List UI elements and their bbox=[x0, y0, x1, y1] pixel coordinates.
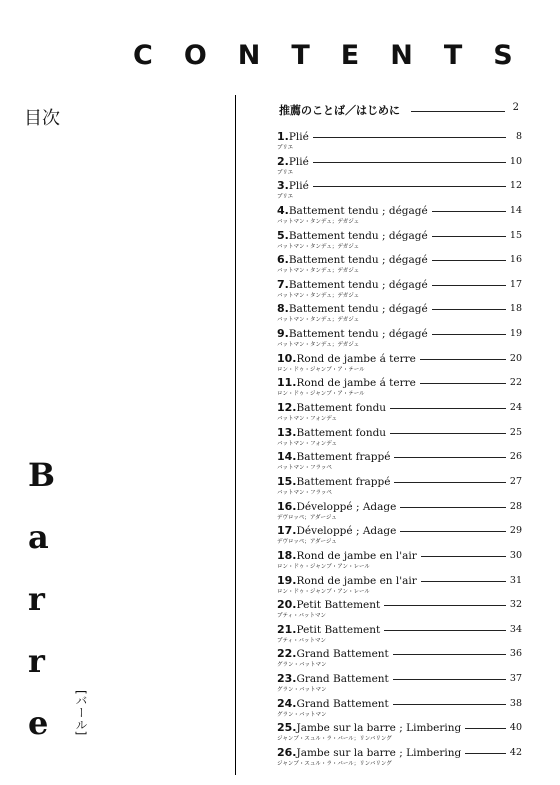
section-title-char: a bbox=[28, 518, 49, 556]
entry-number: 2. bbox=[277, 154, 289, 168]
entry-title bbox=[277, 376, 416, 389]
entry-page-number: 30 bbox=[509, 549, 522, 561]
entry-title bbox=[277, 721, 461, 734]
entry-title bbox=[277, 574, 417, 587]
entry-title bbox=[277, 450, 390, 463]
entry-title-text: Développé ; Adage bbox=[296, 525, 397, 538]
leader-line bbox=[393, 679, 506, 680]
entry-title-text: Plié bbox=[288, 180, 309, 193]
entry-page-number: 37 bbox=[509, 673, 522, 685]
leader-line bbox=[421, 556, 506, 557]
entry-page-number: 12 bbox=[509, 180, 522, 192]
entry-title bbox=[277, 426, 386, 439]
entry-page-number: 20 bbox=[509, 352, 522, 364]
entry-title bbox=[277, 278, 428, 291]
entry-kana: プリエ bbox=[277, 194, 294, 201]
entry-title bbox=[277, 155, 309, 168]
section-title-char: r bbox=[28, 642, 45, 680]
leader-line bbox=[420, 359, 506, 360]
entry-number: 8. bbox=[277, 302, 289, 316]
entry-kana: デヴロッペ；アダージュ bbox=[277, 514, 337, 521]
entry-kana: ロン・ドゥ・ジャンブ・ア・テール bbox=[277, 366, 365, 373]
toc-list bbox=[277, 130, 522, 771]
entry-kana: バットマン・タンデュ；デガジェ bbox=[277, 218, 360, 225]
entry-title bbox=[277, 401, 386, 414]
toc-entry[interactable] bbox=[277, 647, 522, 672]
toc-entry[interactable] bbox=[277, 253, 522, 278]
leader-line bbox=[313, 162, 506, 163]
entry-title-text: Battement fondu bbox=[296, 402, 387, 415]
entry-number: 23. bbox=[277, 672, 297, 686]
entry-number: 21. bbox=[277, 622, 297, 636]
entry-title bbox=[277, 253, 428, 266]
toc-entry[interactable] bbox=[277, 130, 522, 155]
leader-line bbox=[465, 753, 506, 754]
toc-entry[interactable] bbox=[277, 623, 522, 648]
entry-number: 13. bbox=[277, 425, 297, 439]
entry-page-number: 40 bbox=[509, 722, 522, 734]
entry-title-text: Battement fondu bbox=[296, 426, 387, 439]
entry-title bbox=[277, 179, 309, 192]
leader-line bbox=[432, 211, 506, 212]
entry-kana: グラン・バットマン bbox=[277, 711, 327, 718]
entry-kana: バットマン・タンデュ；デガジェ bbox=[277, 317, 360, 324]
entry-kana: ジャンブ・スュル・ラ・バール；リンバリング bbox=[277, 761, 392, 768]
entry-page-number: 32 bbox=[509, 599, 522, 611]
japanese-heading: 目次 bbox=[24, 108, 60, 129]
leader-line bbox=[432, 334, 506, 335]
intro-page-number: 2 bbox=[512, 102, 519, 113]
entry-page-number: 31 bbox=[509, 574, 522, 586]
entry-number: 4. bbox=[277, 203, 289, 217]
entry-kana: ロン・ドゥ・ジャンブ・アン・レール bbox=[277, 563, 370, 570]
entry-number: 5. bbox=[277, 228, 289, 242]
entry-title-text: Grand Battement bbox=[296, 673, 389, 686]
entry-number: 18. bbox=[277, 548, 297, 562]
toc-entry[interactable] bbox=[277, 746, 522, 771]
toc-entry[interactable] bbox=[277, 450, 522, 475]
entry-title bbox=[277, 327, 428, 340]
entry-page-number: 18 bbox=[509, 303, 522, 315]
entry-title bbox=[277, 352, 416, 365]
entry-number: 3. bbox=[277, 179, 289, 193]
section-title-char: e bbox=[28, 704, 49, 742]
entry-title-text: Rond de jambe á terre bbox=[296, 377, 416, 390]
entry-title-text: Jambe sur la barre ; Limbering bbox=[296, 747, 462, 760]
entry-title bbox=[277, 746, 461, 759]
entry-title-text: Battement tendu ; dégagé bbox=[288, 303, 428, 316]
toc-entry[interactable] bbox=[277, 302, 522, 327]
leader-line bbox=[432, 260, 506, 261]
entry-page-number: 25 bbox=[509, 426, 522, 438]
section-title-char: r bbox=[28, 580, 45, 618]
entry-kana: プティ・バットマン bbox=[277, 637, 327, 644]
entry-page-number: 19 bbox=[509, 328, 522, 340]
toc-entry[interactable] bbox=[277, 155, 522, 180]
entry-number: 10. bbox=[277, 351, 297, 365]
leader-line bbox=[390, 408, 506, 409]
toc-entry[interactable] bbox=[277, 672, 522, 697]
entry-title bbox=[277, 229, 428, 242]
entry-title-text: Rond de jambe en l'air bbox=[296, 549, 417, 562]
entry-title-text: Battement tendu ; dégagé bbox=[288, 254, 428, 267]
entry-kana: バットマン・フォンデュ bbox=[277, 416, 338, 423]
leader-line bbox=[393, 654, 506, 655]
entry-page-number: 24 bbox=[509, 402, 522, 414]
toc-entry[interactable] bbox=[277, 721, 522, 746]
entry-kana: プリエ bbox=[277, 169, 294, 176]
entry-title bbox=[277, 697, 389, 710]
entry-title-text: Rond de jambe en l'air bbox=[296, 574, 417, 587]
entry-page-number: 10 bbox=[509, 155, 522, 167]
leader-line bbox=[390, 433, 506, 434]
entry-page-number: 14 bbox=[509, 204, 522, 216]
entry-kana: バットマン・フラッペ bbox=[277, 489, 332, 496]
intro-entry[interactable] bbox=[279, 102, 519, 120]
entry-title-text: Grand Battement bbox=[296, 697, 389, 710]
entry-number: 26. bbox=[277, 746, 297, 760]
leader-line bbox=[313, 186, 506, 187]
leader-line bbox=[400, 507, 506, 508]
page-title: CONTENTS bbox=[133, 40, 544, 71]
entry-title-text: Rond de jambe á terre bbox=[296, 352, 416, 365]
toc-entry[interactable] bbox=[277, 697, 522, 722]
entry-kana: グラン・バットマン bbox=[277, 662, 327, 669]
entry-title bbox=[277, 672, 389, 685]
entry-title-text: Battement frappé bbox=[296, 475, 391, 488]
entry-title-text: Petit Battement bbox=[296, 623, 381, 636]
toc-entry[interactable] bbox=[277, 598, 522, 623]
entry-title-text: Plié bbox=[288, 131, 309, 143]
entry-title-text: Jambe sur la barre ; Limbering bbox=[296, 722, 462, 735]
leader-line bbox=[432, 309, 506, 310]
toc-entry[interactable] bbox=[277, 574, 522, 599]
entry-title-text: Plié bbox=[288, 155, 309, 168]
leader-line bbox=[421, 581, 506, 582]
entry-title bbox=[277, 500, 396, 513]
entry-title bbox=[277, 623, 380, 636]
entry-title bbox=[277, 130, 309, 143]
entry-number: 11. bbox=[277, 376, 297, 390]
entry-kana: バットマン・タンデュ；デガジェ bbox=[277, 342, 360, 349]
leader-line bbox=[432, 285, 506, 286]
section-title-char: B bbox=[28, 456, 56, 494]
toc-entry[interactable] bbox=[277, 549, 522, 574]
entry-number: 14. bbox=[277, 450, 297, 464]
toc-entry[interactable] bbox=[277, 229, 522, 254]
entry-number: 16. bbox=[277, 499, 297, 513]
leader-line bbox=[393, 704, 506, 705]
entry-number: 12. bbox=[277, 401, 297, 415]
entry-title-text: Battement tendu ; dégagé bbox=[288, 328, 428, 341]
entry-title-text: Battement tendu ; dégagé bbox=[288, 229, 428, 242]
entry-number: 9. bbox=[277, 327, 289, 341]
entry-number: 25. bbox=[277, 721, 297, 735]
entry-kana: ロン・ドゥ・ジャンブ・ア・テール bbox=[277, 391, 365, 398]
toc-entry[interactable] bbox=[277, 426, 522, 451]
leader-line bbox=[313, 137, 506, 138]
entry-number: 24. bbox=[277, 696, 297, 710]
entry-title bbox=[277, 475, 390, 488]
entry-kana: デヴロッペ；アダージュ bbox=[277, 539, 337, 546]
entry-number: 7. bbox=[277, 277, 289, 291]
toc-entry[interactable] bbox=[277, 204, 522, 229]
toc-entry[interactable] bbox=[277, 500, 522, 525]
toc-entry[interactable] bbox=[277, 352, 522, 377]
entry-title-text: Battement tendu ; dégagé bbox=[288, 204, 428, 217]
entry-kana: ジャンブ・スュル・ラ・バール；リンバリング bbox=[277, 736, 392, 743]
entry-title-text: Développé ; Adage bbox=[296, 500, 397, 513]
entry-page-number: 42 bbox=[509, 747, 522, 759]
entry-title-text: Petit Battement bbox=[296, 599, 381, 612]
divider-line bbox=[235, 95, 236, 775]
entry-kana: バットマン・フラッペ bbox=[277, 465, 332, 472]
leader-line bbox=[384, 630, 506, 631]
leader-line bbox=[465, 728, 506, 729]
entry-page-number: 27 bbox=[509, 475, 522, 487]
entry-page-number: 28 bbox=[509, 500, 522, 512]
entry-kana: バットマン・フォンデュ bbox=[277, 440, 338, 447]
toc-entry[interactable] bbox=[277, 401, 522, 426]
entry-page-number: 29 bbox=[509, 525, 522, 537]
entry-number: 6. bbox=[277, 253, 289, 267]
entry-kana: プリエ bbox=[277, 145, 294, 151]
intro-title: 推薦のことば／はじめに bbox=[279, 104, 400, 117]
entry-title bbox=[277, 598, 380, 611]
entry-kana: バットマン・タンデュ；デガジェ bbox=[277, 243, 360, 250]
entry-number: 17. bbox=[277, 524, 297, 538]
entry-kana: プティ・バットマン bbox=[277, 613, 327, 620]
entry-page-number: 17 bbox=[509, 278, 522, 290]
toc-entry[interactable] bbox=[277, 376, 522, 401]
entry-kana: バットマン・タンデュ；デガジェ bbox=[277, 292, 360, 299]
entry-page-number: 15 bbox=[509, 229, 522, 241]
entry-title bbox=[277, 204, 428, 217]
entry-title-text: Battement frappé bbox=[296, 451, 391, 464]
entry-title bbox=[277, 549, 417, 562]
toc-entry[interactable] bbox=[277, 179, 522, 204]
leader-line bbox=[394, 482, 506, 483]
leader-line bbox=[411, 111, 505, 112]
toc-entry[interactable] bbox=[277, 278, 522, 303]
entry-page-number: 36 bbox=[509, 648, 522, 660]
entry-number: 1. bbox=[277, 130, 289, 143]
entry-page-number: 34 bbox=[509, 623, 522, 635]
entry-title-text: Grand Battement bbox=[296, 648, 389, 661]
leader-line bbox=[432, 236, 506, 237]
entry-number: 22. bbox=[277, 647, 297, 661]
entry-title bbox=[277, 524, 396, 537]
entry-number: 19. bbox=[277, 573, 297, 587]
entry-title-text: Battement tendu ; dégagé bbox=[288, 278, 428, 291]
toc-entry[interactable] bbox=[277, 524, 522, 549]
entry-page-number: 26 bbox=[509, 451, 522, 463]
entry-kana: バットマン・タンデュ；デガジェ bbox=[277, 268, 360, 275]
leader-line bbox=[384, 605, 506, 606]
entry-page-number: 38 bbox=[509, 697, 522, 709]
toc-entry[interactable] bbox=[277, 327, 522, 352]
entry-number: 20. bbox=[277, 598, 297, 612]
leader-line bbox=[420, 383, 506, 384]
section-subtitle: [バール] bbox=[74, 690, 88, 736]
toc-entry[interactable] bbox=[277, 475, 522, 500]
entry-page-number: 22 bbox=[509, 377, 522, 389]
entry-kana: ロン・ドゥ・ジャンブ・アン・レール bbox=[277, 588, 370, 595]
entry-page-number: 8 bbox=[515, 131, 522, 142]
leader-line bbox=[400, 531, 506, 532]
entry-title bbox=[277, 647, 389, 660]
entry-title bbox=[277, 302, 428, 315]
entry-kana: グラン・バットマン bbox=[277, 687, 327, 694]
entry-page-number: 16 bbox=[509, 254, 522, 266]
leader-line bbox=[394, 457, 506, 458]
entry-number: 15. bbox=[277, 474, 297, 488]
